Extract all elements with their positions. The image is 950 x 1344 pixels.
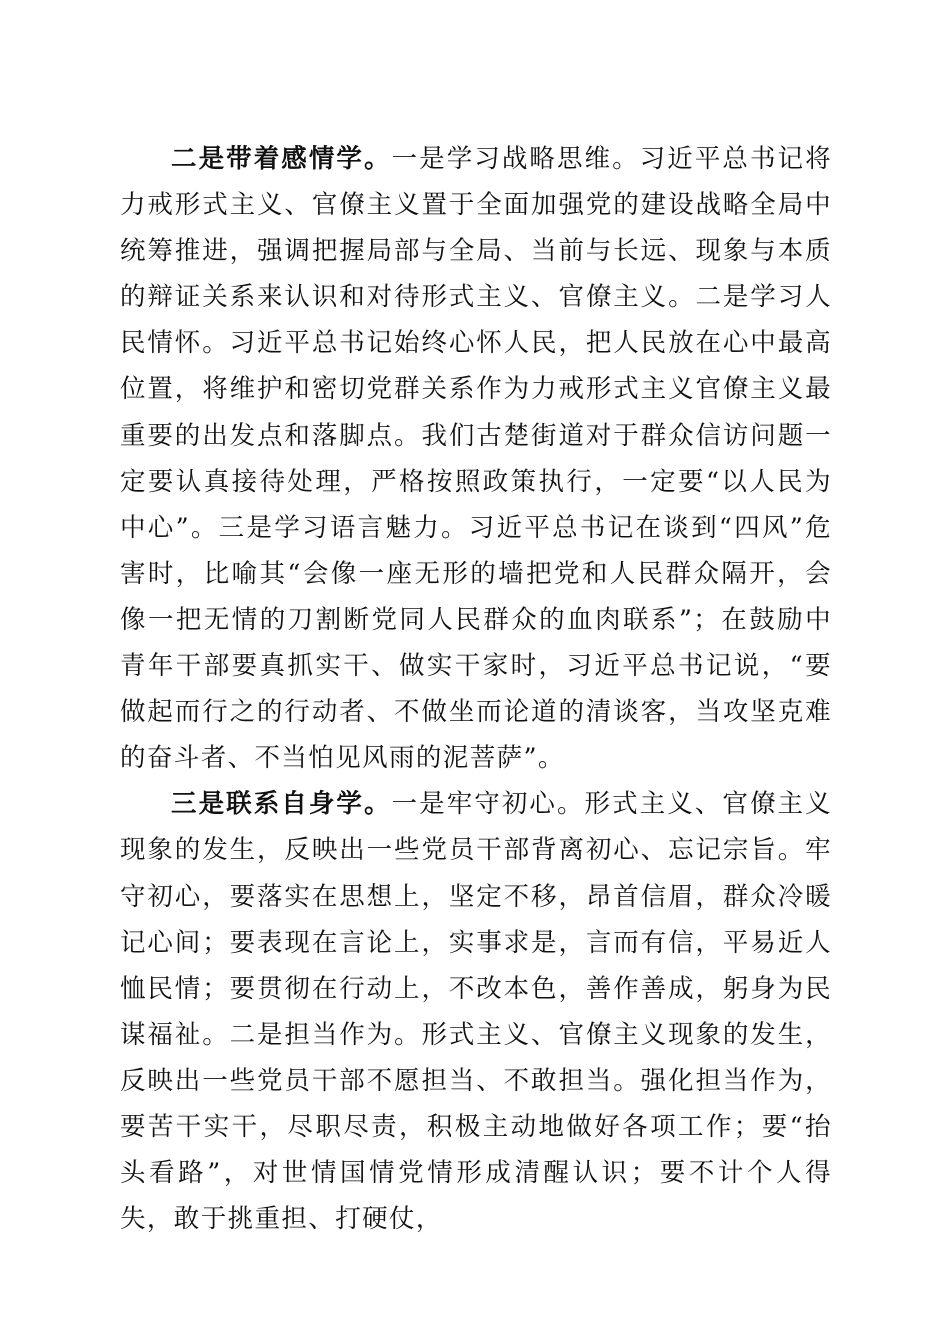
paragraph-2 bbox=[120, 781, 832, 1242]
paragraph-2-heading: 三是联系自身学。 bbox=[171, 789, 392, 820]
document-page bbox=[120, 136, 832, 1242]
paragraph-1-heading: 二是带着感情学。 bbox=[171, 144, 392, 174]
paragraph-1 bbox=[120, 136, 832, 781]
paragraph-2-body: 一是牢守初心。形式主义、官僚主义现象的发生，反映出一些党员干部背离初心、忘记宗旨。牢守初心，要落实在思想上，坚定不移，昂首信眉，群众冷暖记心间；要表现在言论上，实事求是，言而有信，平易近人恤民情；要贯彻在行动上，不改本色，善作善成，躬身为民谋福祉。二是担当作为。形式主义、官僚主义现象的发生，反映出一些党员干部不愿担当、不敢担当。强化担当作为，要苦干实干，尽职尽责，积极主动地做好各项工作；要“抬头看路”，对世情国情党情形成清醒认识；要不计个人得失，敢于挑重担、打硬仗， bbox=[120, 789, 833, 1235]
paragraph-1-body: 一是学习战略思维。习近平总书记将力戒形式主义、官僚主义置于全面加强党的建设战略全局中统筹推进，强调把握局部与全局、当前与长远、现象与本质的辩证关系来认识和对待形式主义、官僚主义。二是学习人民情怀。习近平总书记始终心怀人民，把人民放在心中最高位置，将维护和密切党群关系作为力戒形式主义官僚主义最重要的出发点和落脚点。我们古楚街道对于群众信访问题一定要认真接待处理，严格按照政策执行，一定要“以人民为中心”。三是学习语言魅力。习近平总书记在谈到“四风”危害时，比喻其“会像一座无形的墙把党和人民群众隔开，会像一把无情的刀割断党同人民群众的血肉联系”；在鼓励中青年干部要真抓实干、做实干家时，习近平总书记说，“要做起而行之的行动者、不做坐而论道的清谈客，当攻坚克难的奋斗者、不当怕见风雨的泥菩萨”。 bbox=[120, 144, 833, 774]
